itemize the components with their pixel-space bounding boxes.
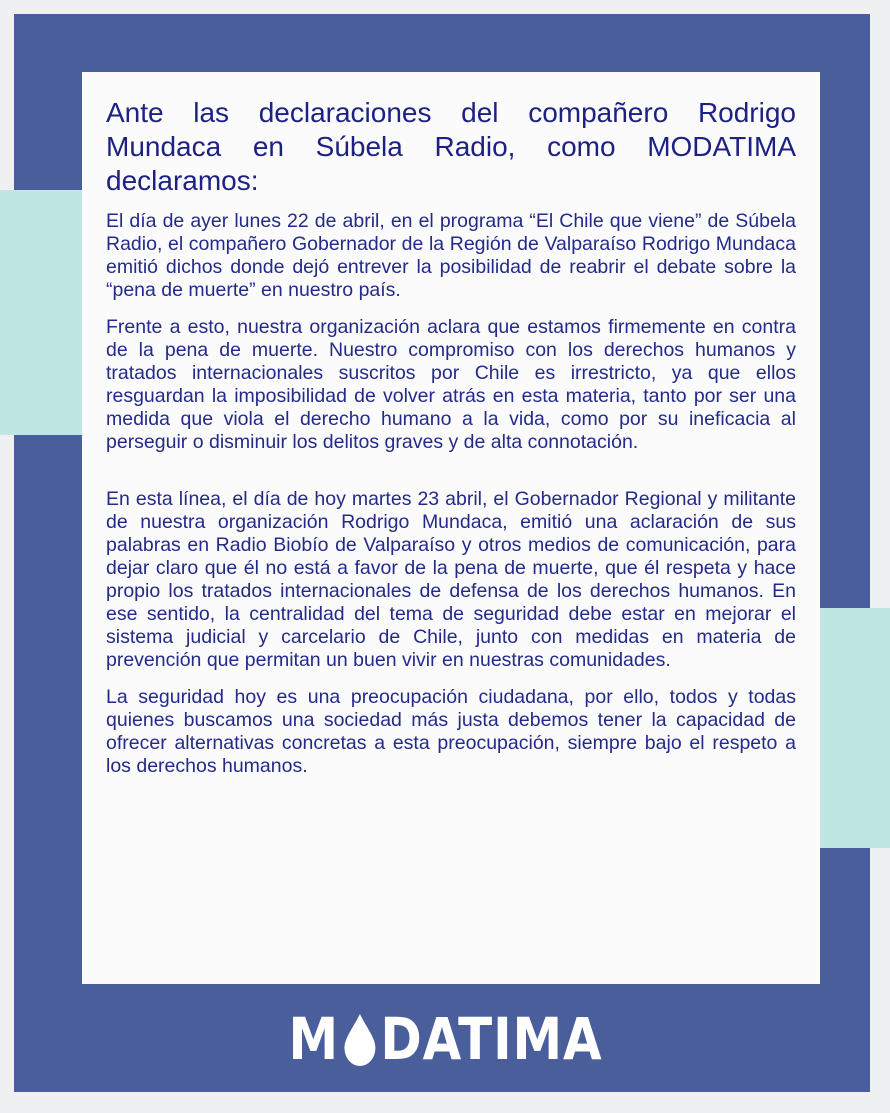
paragraph-4: La seguridad hoy es una preocupación ciudadana, por ello, todos y todas quienes buscamos una sociedad más justa debemos tener la capacidad de ofrecer alternativas concretas a esta preocupación, siempre bajo el respeto a los derechos humanos. bbox=[106, 686, 796, 777]
logo-suffix: DATIMA bbox=[379, 1005, 602, 1073]
paragraph-3: En esta línea, el día de hoy martes 23 abril, el Gobernador Regional y militante de nuestra organización Rodrigo Mundaca, emitió una aclaración de sus palabras en Radio Biobío de Valparaíso y otros medios de comunicación, para dejar claro que él no está a favor de la pena de muerte, que él respeta y hace propio los tratados internacionales de defensa de los derechos humanos. En ese sentido, la centralidad del tema de seguridad debe estar en mejorar el sistema judicial y carcelario de Chile, junto con medidas en materia de prevención que permitan un buen vivir en nuestras comunidades. bbox=[106, 488, 796, 671]
logo-prefix: M bbox=[288, 1005, 339, 1073]
teal-accent-right bbox=[810, 608, 890, 848]
statement-heading: Ante las declaraciones del compañero Rodrigo Mundaca en Súbela Radio, como MODATIMA declaramos: bbox=[106, 97, 796, 196]
modatima-logo bbox=[0, 1004, 890, 1074]
paragraph-2: Frente a esto, nuestra organización aclara que estamos firmemente en contra de la pena de muerte. Nuestro compromiso con los derechos humanos y tratados internacionales suscritos por Chile es irrestricto, ya que ellos resguardan la imposibilidad de volver atrás en esta materia, tanto por ser una medida que viola el derecho humano a la vida, como por su ineficacia al perseguir o disminuir los delitos graves y de alta connotación. bbox=[106, 316, 796, 453]
water-drop-icon bbox=[340, 1012, 378, 1066]
paragraph-1: El día de ayer lunes 22 de abril, en el programa “El Chile que viene” de Súbela Radio, el compañero Gobernador de la Región de Valparaíso Rodrigo Mundaca emitió dichos donde dejó entrever la posibilidad de reabrir el debate sobre la “pena de muerte” en nuestro país. bbox=[106, 210, 796, 301]
statement-card bbox=[82, 72, 820, 984]
teal-accent-left bbox=[0, 190, 82, 435]
